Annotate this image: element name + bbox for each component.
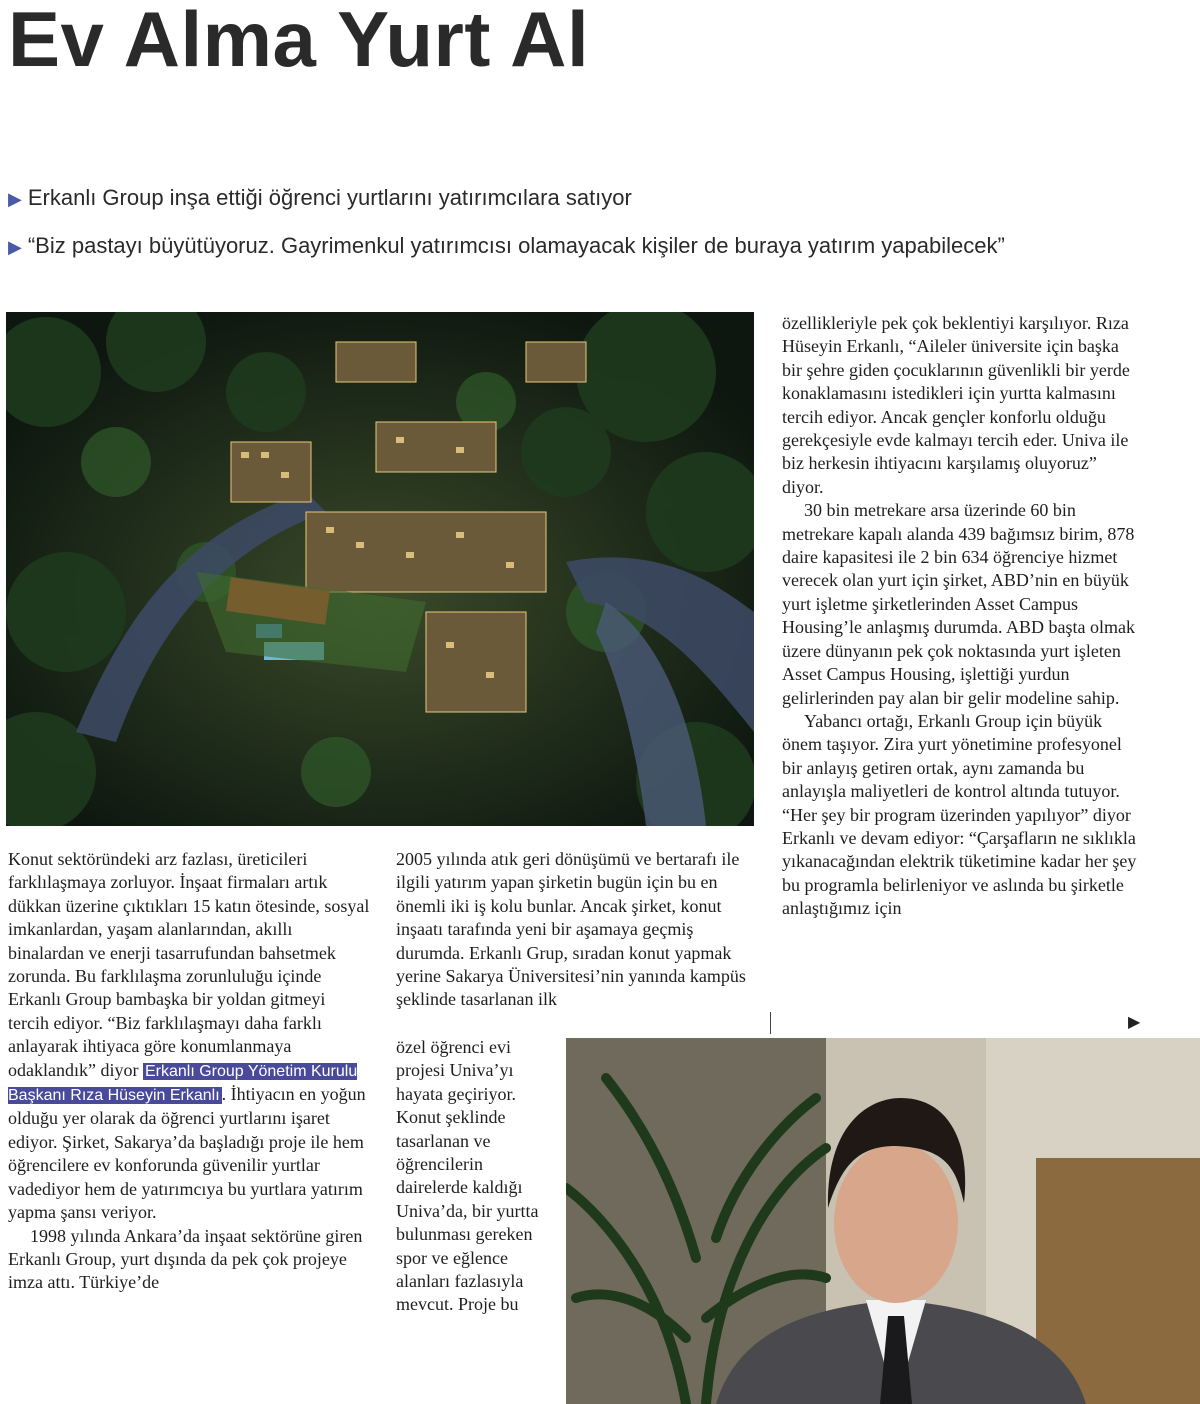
body-text-col2-b: özel öğrenci evi projesi Univa’yı hayata geçiriyor. Konut şeklinde tasarlanan ve öğrencilerin dairelerde kaldığı Univa’da, bir yurtta bulunması gereken spor ve eğlence alanları fazlasıyla mevcut. Proje bu xyxy=(396,1037,539,1315)
subhead-text-1: Erkanlı Group inşa ettiği öğrenci yurtlarını yatırımcılara satıyor xyxy=(27,185,632,210)
body-column-2 xyxy=(396,848,756,1012)
subhead-text-2: “Biz pastayı büyütüyoruz. Gayrimenkul yatırımcısı olamayacak kişiler de buraya yatırım yapabilecek” xyxy=(27,233,1005,258)
highlighted-name: Erkanlı Group Yönetim Kurulu Başkanı Rıza Hüseyin Erkanlı xyxy=(8,1062,358,1105)
campus-rendering-image xyxy=(6,312,754,826)
body-text-col3-b: 30 bin metrekare arsa üzerinde 60 bin metrekare kapalı alanda 439 bağımsız birim, 878 daire kapasitesi ile 2 bin 634 öğrenciye hizmet verecek olan yurt için şirket, ABD’nin en büyük yurt işletme şirketlerinden Asset Campus Housing’le anlaşmış durumda. ABD başta olmak üzere dünyanın pek çok noktasında yurt işleten Asset Campus Housing, işlettiği yurdun gelirlerinden pay alan bir gelir modeline sahip. xyxy=(782,500,1135,708)
campus-rendering-svg xyxy=(6,312,754,826)
body-text-col1-a: Konut sektöründeki arz fazlası, üreticileri farklılaşmaya zorluyor. İnşaat firmaları artık dükkan üzerine çıktıkları 15 katın ötesinde, sosyal imkanlardan, yaşam alanlarından, akıllı binalardan ve enerji tasarrufundan bahsetmek zorunda. Bu farklılaşma zorunluluğu içinde Erkanlı Group bambaşka bir yoldan gitmeyi tercih ediyor. “Biz farklılaşmayı daha farklı anlayarak ihtiyaca göre konumlanmaya odaklandık” diyor xyxy=(8,849,370,1080)
subhead-bullet-2 xyxy=(8,234,1128,259)
body-column-3 xyxy=(782,312,1142,921)
continue-arrow-icon: ▶ xyxy=(1128,1014,1141,1031)
body-text-col2-a: 2005 yılında atık geri dönüşümü ve bertarafı ile ilgili yatırım yapan şirketin bugün için bu en önemli iki iş kolu bunlar. Ancak şirket, konut inşaatı tarafında yeni bir aşamaya geçmiş durumda. Erkanlı Grup, sıradan konut yapmak yerine Sakarya Üniversitesi’nin yanında kampüs şeklinde tasarlanan ilk xyxy=(396,849,746,1010)
body-column-1 xyxy=(8,848,370,1295)
column-divider xyxy=(770,1012,771,1034)
triangle-bullet-icon: ▶ xyxy=(8,237,22,257)
body-text-col3-c: Yabancı ortağı, Erkanlı Group için büyük önem taşıyor. Zira yurt yönetimine profesyonel bir anlayış getiren ortak, aynı zamanda bu anlayışla maliyetleri de kontrol altında tutuyor. “Her şey bir program üzerinden yapılıyor” diyor Erkanlı ve devam ediyor: “Çarşafların ne sıklıkla yıkanacağından elektrik tüketimine kadar her şey bu programla belirleniyor ve aslında bu şirketle anlaştığımız için xyxy=(782,710,1137,919)
body-column-2-narrow xyxy=(396,1036,556,1317)
portrait-photo xyxy=(566,1038,1200,1404)
body-text-col1-c: 1998 yılında Ankara’da inşaat sektörüne giren Erkanlı Group, yurt dışında da pek çok projeye imza attı. Türkiye’de xyxy=(8,1225,363,1293)
headline: Ev Alma Yurt Al xyxy=(8,0,590,83)
subhead-bullet-1 xyxy=(8,186,632,211)
body-text-col3-a: özellikleriyle pek çok beklentiyi karşılıyor. Rıza Hüseyin Erkanlı, “Aileler üniversite için başka bir şehre giden çocuklarının güvenlikli bir yerde konaklamasını istedikleri için yurtta kalmasını tercih ediyor. Ancak gençler konforlu olduğu gerekçesiyle evde kalmayı tercih eder. Univa ile biz herkesin ihtiyacını karşılamış oluyoruz” diyor. xyxy=(782,313,1130,497)
portrait-svg xyxy=(566,1038,1200,1404)
body-text-col1-b: . İhtiyacın en yoğun olduğu yer olarak da öğrenci yurtlarını işaret ediyor. Şirket, Sakarya’da başladığı proje ile hem öğrencilere ev konforunda güvenilir yurtlar vadediyor hem de yatırımcıya bu yurtlara yatırım yapma şansı veriyor. xyxy=(8,1084,366,1223)
triangle-bullet-icon: ▶ xyxy=(8,189,22,209)
